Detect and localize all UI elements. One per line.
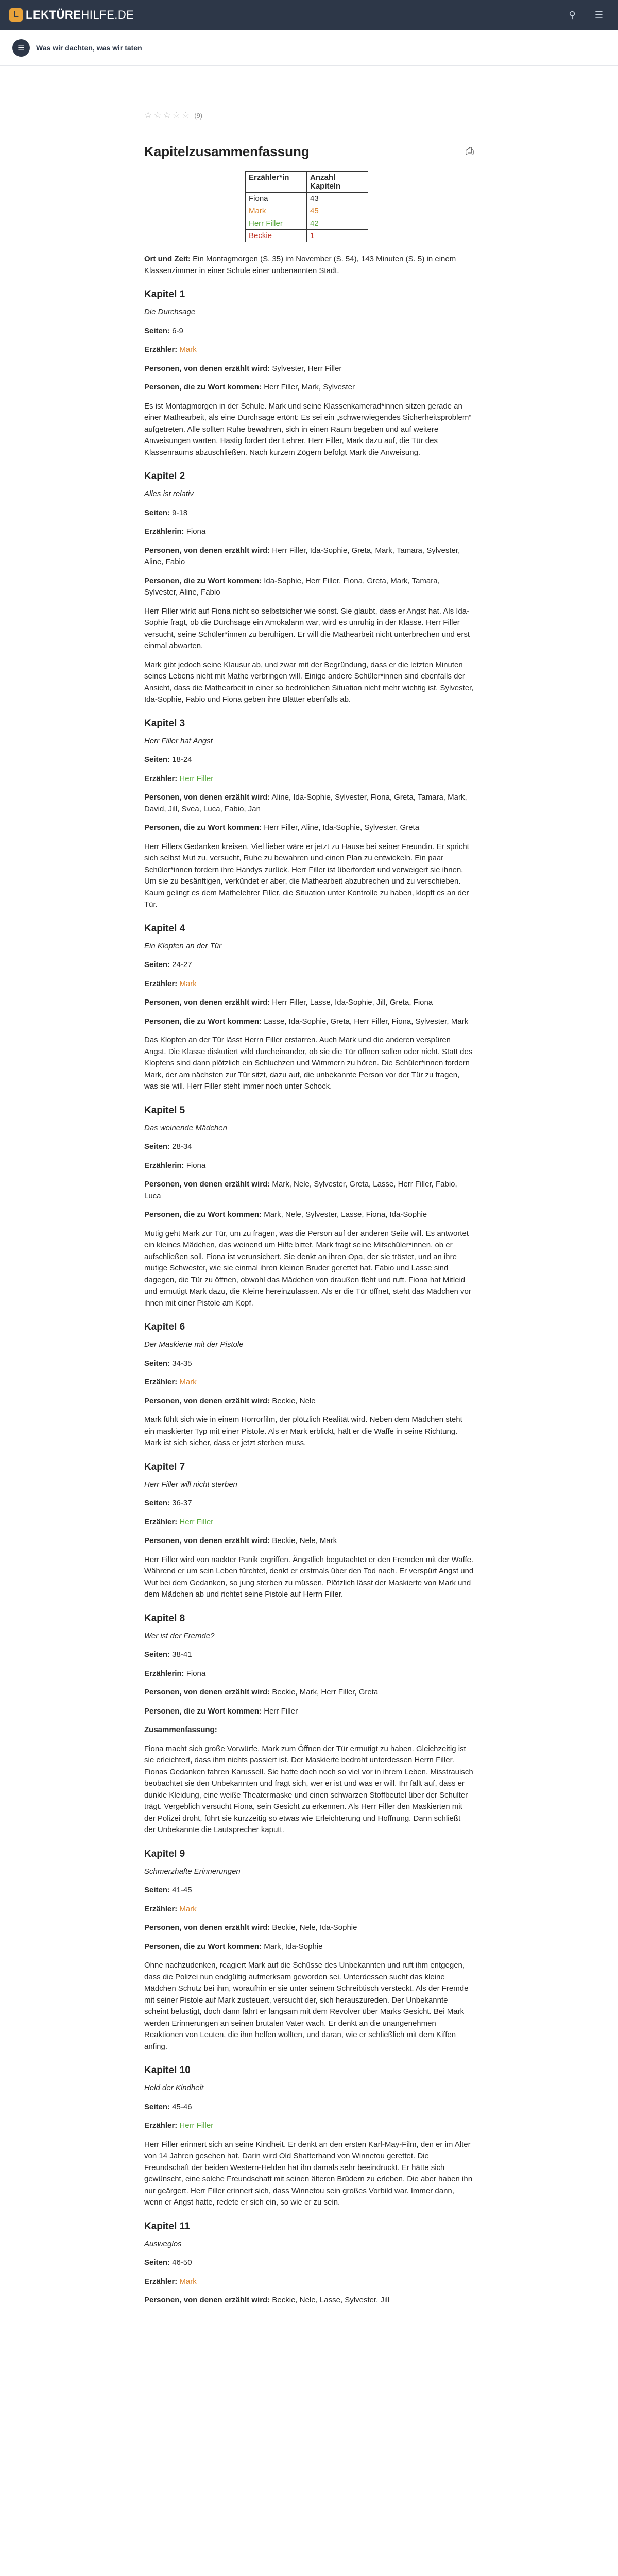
chapter-narrator-value: Mark — [179, 1378, 197, 1386]
chapter-speaking-value: Lasse, Ida-Sophie, Greta, Herr Filler, Fiona, Sylvester, Mark — [262, 1016, 469, 1026]
chapter-speaking-value: Mark, Nele, Sylvester, Lasse, Fiona, Ida-Sophie — [262, 1210, 427, 1219]
chapter-title: Kapitel 5 — [144, 1105, 185, 1116]
chapter-narrator — [144, 344, 474, 356]
chapter-narrator-value: Fiona — [186, 1161, 206, 1170]
chapter-paragraph: Herr Filler erinnert sich an seine Kindheit. Er denkt an den ersten Karl-May-Film, den er im Alter von 14 Jahren gesehen hat. Darin wird Old Shatterhand von Winnetou gerettet. Die Freundschaft der beiden Western-Helden hat ihn damals sehr beeindruckt. Er hätte sich gewünscht, eine solche Freundschaft mit seinen älteren Brüdern zu erleben. Die aber haben ihn nur geärgert. Herr Filler erinnert sich, dass Winnetou sein großes Vorbild war. Immer dann, wenn er Angst hatte, redete er sich ein, so wie er zu sein. — [144, 2140, 473, 2207]
chapter-mentioned-label: Personen, von denen erzählt wird: — [144, 793, 270, 802]
chapter-subtitle: Alles ist relativ — [144, 489, 194, 498]
table-header-count: Anzahl Kapiteln — [307, 172, 368, 193]
table-cell-name: Herr Filler — [246, 217, 307, 230]
chapter-section — [144, 1105, 474, 1310]
chapter-narrator — [144, 773, 474, 785]
table-row — [246, 193, 368, 205]
chapter-speaking-label: Personen, die zu Wort kommen: — [144, 1210, 262, 1219]
chapter-pages-value: 6-9 — [170, 326, 183, 335]
chapter-pages-value: 18-24 — [170, 755, 192, 764]
chapter-title: Kapitel 8 — [144, 1613, 185, 1624]
chapter-pages-label: Seiten: — [144, 1886, 170, 1894]
chapter-speaking-value: Herr Filler, Mark, Sylvester — [262, 383, 355, 392]
chapter-pages — [144, 1885, 474, 1896]
chapter-paragraph: Das Klopfen an der Tür lässt Herrn Filler erstarren. Auch Mark und die anderen verspüren Angst. Die Klasse diskutiert wild durcheinander, ob sie die Tür öffnen sollen oder nicht. Statt des Klopfens sind dann plötzlich ein Schluchzen und Wimmern zu hören. Die Schüler*innen fordern Mark, der am nächsten zur Tür sitzt, dazu auf, die unbekannte Person vor der Tür zu fragen, was sie will. Herr Filler steht immer noch unter Schock. — [144, 1036, 473, 1091]
chapter-pages — [144, 959, 474, 971]
chapter-speaking — [144, 1209, 474, 1221]
chapter-mentioned — [144, 1687, 474, 1699]
chapter-paragraph: Es ist Montagmorgen in der Schule. Mark und seine Klassenkamerad*innen sitzen gerade an einer Mathearbeit, als eine Durchsage ertönt: Es sei ein „schwerwiegendes Sicherheitsproblem“ aufgetreten. Alle sollten Ruhe bewahren, sich in einen Raum begeben und auf weitere Anweisungen warten. Hastig fordert der Lehrer, Herr Filler, Mark dazu auf, die Tür des Klassenraums abzuschließen. Nach kurzem Zögern befolgt Mark die Anweisung. — [144, 401, 472, 457]
chapter-section — [144, 1613, 474, 1836]
chapter-speaking-label: Personen, die zu Wort kommen: — [144, 576, 262, 585]
chapter-mentioned-label: Personen, von denen erzählt wird: — [144, 1536, 270, 1545]
chapter-narrator-label: Erzählerin: — [144, 1161, 184, 1170]
chapter-paragraph: Herr Filler wirkt auf Fiona nicht so selbstsicher wie sonst. Sie glaubt, dass er Angst hat. Als Ida-Sophie fragt, ob die Durchsage ein Amokalarm war, wird es unruhig in der Klasse. Herr Filler versucht, seine Schüler*innen zu beruhigen. Er will die Mathearbeit nicht unterbrechen und erst einmal abwarten. — [144, 606, 470, 650]
chapter-narrator — [144, 526, 474, 538]
chapter-mentioned-label: Personen, von denen erzählt wird: — [144, 1180, 270, 1189]
chapter-mentioned — [144, 1396, 474, 1408]
chapter-speaking-value: Ida-Sophie, Herr Filler, Fiona, Greta, Mark, Tamara, Sylvester, Aline, Fabio — [144, 576, 440, 597]
chapter-pages-label: Seiten: — [144, 1499, 170, 1507]
rating-count: (9) — [194, 111, 203, 120]
chapter-speaking-label: Personen, die zu Wort kommen: — [144, 383, 262, 392]
table-cell-count: 1 — [307, 230, 368, 242]
narrator-table — [245, 171, 368, 242]
table-row — [246, 230, 368, 242]
chapter-pages — [144, 507, 474, 519]
chapter-narrator — [144, 1517, 474, 1529]
chapter-mentioned — [144, 363, 474, 375]
chapter-section — [144, 718, 474, 911]
chapter-title: Kapitel 4 — [144, 923, 185, 934]
table-row — [246, 205, 368, 217]
logo-text-rest: HILFE.DE — [81, 8, 134, 21]
chapter-narrator — [144, 1904, 474, 1916]
chapter-speaking-label: Personen, die zu Wort kommen: — [144, 823, 262, 832]
chapter-speaking-label: Personen, die zu Wort kommen: — [144, 1016, 262, 1026]
table-row — [246, 217, 368, 230]
chapter-narrator-value: Mark — [179, 979, 197, 988]
table-cell-count: 45 — [307, 205, 368, 217]
chapter-mentioned-value: Herr Filler, Ida-Sophie, Greta, Mark, Tamara, Sylvester, Aline, Fabio — [144, 546, 460, 566]
chapter-section — [144, 2065, 474, 2209]
chapter-title: Kapitel 3 — [144, 718, 185, 729]
chapter-section — [144, 471, 474, 706]
table-cell-name: Beckie — [246, 230, 307, 242]
chapter-paragraph: Herr Filler wird von nackter Panik ergriffen. Ängstlich begutachtet er den Fremden mit der Waffe. Während er um sein Leben fürchtet, denkt er erstmals über den Tod nach. Er verspürt Angst und Wut bei dem Gedanken, so jung sterben zu müssen. Plötzlich lässt der Maskierte von Mark und dem Mädchen ab und richtet seine Pistole auf Herrn Filler. — [144, 1555, 474, 1599]
chapter-paragraph: Ohne nachzudenken, reagiert Mark auf die Schüsse des Unbekannten und ruft ihm entgegen, dass die Polizei nun endgültig aufmerksam geworden sei. Unterdessen sucht das kleine Mädchen Schutz bei ihm, woraufhin er sie unter seinem Schreibtisch versteckt. Als der Fremde mit seiner Pistole auf Mark zusteuert, versucht der, sich herauszureden. Der Unbekannte scheint belustigt, doch dann fährt er langsam mit dem Revolver über Marks Gesicht. Bei Mark werden Erinnerungen an seinen brutalen Vater wach. Er denkt an die unangenehmen Reaktionen von Leuten, die ihm helfen wollten, und daran, wie er schließlich mit dem Kiffen anfing. — [144, 1961, 469, 2051]
chapter-paragraph: Mutig geht Mark zur Tür, um zu fragen, was die Person auf der anderen Seite will. Es antwortet ein kleines Mädchen, das weinend um Hilfe bittet. Mark fragt seine Mitschüler*innen, ob er aufschließen soll. Fiona ist verunsichert. Sie denkt an ihren Opa, der sie tröstet, und an ihre mutige Schwester, wie sie einmal ihren kleinen Bruder gerettet hat. Fabio und Lasse sind dagegen, die Tür zu öffnen, obwohl das Mädchen von draußen fleht und ruft. Fiona hat Mitleid und ermutigt Mark dazu, die Kleine hereinzulassen. Als er die Tür öffnet, steht das Mädchen vor ihnen mit einer Pistole am Kopf. — [144, 1229, 471, 1308]
chapter-section — [144, 289, 474, 459]
chapter-pages — [144, 2102, 474, 2113]
star-icon[interactable]: ☆ — [153, 110, 162, 120]
chapter-paragraph: Fiona macht sich große Vorwürfe, Mark zum Öffnen der Tür ermutigt zu haben. Gleichzeitig ist sie erleichtert, dass ihm nichts passiert ist. Der Maskierte bedroht unterdessen Herrn Filler. Fionas Gedanken fahren Karussell. Sie hatte doch noch so viel vor in ihrem Leben. Misstrauisch beobachtet sie den Unbekannten und fragt sich, wer er ist und was er will. Ihr fällt auf, dass er dunkle Kleidung, eine weiße Theatermaske und einen schwarzen Stoffbeutel über der Schulter trägt. Vergeblich versucht Fiona, sein Gesicht zu erkennen. Als Herr Filler den Maskierten mit der Polizei droht, führt sie kurzzeitig so etwas wie Erleichterung und Hoffnung. Dann schließt der Unbekannte die Lautsprecher kaputt. — [144, 1744, 473, 1834]
chapter-narrator — [144, 1668, 474, 1680]
chapter-mentioned — [144, 1179, 474, 1202]
chapter-pages-value: 41-45 — [170, 1886, 192, 1894]
chapter-pages-value: 34-35 — [170, 1359, 192, 1368]
menu-icon[interactable]: ☰ — [594, 9, 604, 20]
chapter-narrator-value: Herr Filler — [179, 1517, 214, 1527]
chapter-subtitle: Ein Klopfen an der Tür — [144, 941, 222, 951]
chapter-pages-value: 38-41 — [170, 1650, 192, 1659]
chapter-mentioned-value: Herr Filler, Lasse, Ida-Sophie, Jill, Greta, Fiona — [270, 998, 433, 1007]
chapter-pages-label: Seiten: — [144, 1142, 170, 1151]
chapter-narrator-value: Herr Filler — [179, 774, 214, 783]
chapter-pages-value: 45-46 — [170, 2102, 192, 2111]
chapter-speaking-label: Personen, die zu Wort kommen: — [144, 1942, 262, 1951]
chapter-mentioned — [144, 545, 474, 568]
chapter-narrator-value: Herr Filler — [179, 2121, 214, 2130]
chapter-pages-label: Seiten: — [144, 2102, 170, 2111]
chapter-speaking — [144, 575, 474, 599]
chapter-title: Kapitel 1 — [144, 289, 185, 300]
chapter-narrator — [144, 2276, 474, 2288]
logo-text-strong: LEKTÜRE — [26, 8, 81, 21]
chapter-narrator-label: Erzähler: — [144, 774, 178, 783]
chapter-subtitle: Schmerzhafte Erinnerungen — [144, 1867, 241, 1876]
chapter-speaking-label: Personen, die zu Wort kommen: — [144, 1706, 262, 1716]
chapter-section — [144, 1849, 474, 2053]
chapter-speaking — [144, 822, 474, 834]
chapter-narrator-label: Erzähler: — [144, 2277, 178, 2286]
chapter-mentioned-value: Beckie, Nele, Lasse, Sylvester, Jill — [270, 2296, 389, 2304]
chapter-narrator-value: Mark — [179, 2277, 197, 2286]
chapter-narrator-label: Erzähler: — [144, 345, 178, 354]
chapter-section — [144, 1321, 474, 1449]
chapter-narrator-label: Erzähler: — [144, 2121, 178, 2130]
table-header-narrator: Erzähler*in — [246, 172, 307, 193]
title-row — [144, 144, 474, 160]
chapter-pages-value: 36-37 — [170, 1499, 192, 1507]
chapter-pages-label: Seiten: — [144, 326, 170, 335]
chapter-speaking — [144, 1941, 474, 1953]
chapter-subtitle: Herr Filler will nicht sterben — [144, 1480, 237, 1489]
chapter-title: Kapitel 2 — [144, 471, 185, 482]
chapter-subtitle: Wer ist der Fremde? — [144, 1631, 215, 1640]
print-icon[interactable]: ⎙ — [466, 146, 474, 157]
logo-mark-icon: L — [9, 8, 23, 22]
site-logo[interactable] — [9, 8, 134, 22]
chapter-pages-label: Seiten: — [144, 1650, 170, 1659]
chapter-mentioned — [144, 1922, 474, 1934]
search-icon[interactable]: ⚲ — [569, 9, 576, 20]
book-title[interactable]: Was wir dachten, was wir taten — [36, 43, 142, 52]
setting-label: Ort und Zeit: — [144, 255, 191, 263]
chapter-narrator-label: Erzähler: — [144, 979, 178, 988]
chapter-mentioned-value: Aline, Ida-Sophie, Sylvester, Fiona, Greta, Tamara, Mark, David, Jill, Svea, Luca, Fabio, Jan — [144, 793, 467, 814]
chapter-mentioned-label: Personen, von denen erzählt wird: — [144, 998, 270, 1007]
chapter-subtitle: Ausweglos — [144, 2239, 182, 2248]
chapter-speaking-value: Mark, Ida-Sophie — [262, 1942, 323, 1951]
chapter-mentioned-label: Personen, von denen erzählt wird: — [144, 1396, 270, 1405]
chapter-pages — [144, 1649, 474, 1661]
chapter-speaking-value: Herr Filler, Aline, Ida-Sophie, Sylvester, Greta — [262, 823, 420, 832]
chapter-paragraph: Mark fühlt sich wie in einem Horrorfilm, der plötzlich Realität wird. Neben dem Mädchen steht ein maskierter Typ mit einer Pistole. Als er Mark erblickt, hält er die Waffe in seine Richtung. Mark ist sich sicher, dass er jetzt sterben muss. — [144, 1415, 462, 1447]
chapter-mentioned — [144, 792, 474, 815]
chapter-mentioned-value: Sylvester, Herr Filler — [270, 364, 342, 373]
star-icon[interactable]: ☆ — [182, 110, 190, 120]
chapter-pages-value: 24-27 — [170, 960, 192, 969]
chapter-narrator-label: Erzählerin: — [144, 527, 184, 536]
chapter-mentioned-value: Beckie, Nele — [270, 1396, 316, 1405]
chapter-narrator-value: Fiona — [186, 527, 206, 536]
table-header-row — [246, 172, 368, 193]
chapter-mentioned — [144, 1535, 474, 1547]
chapter-paragraph: Herr Fillers Gedanken kreisen. Viel lieber wäre er jetzt zu Hause bei seiner Freundin. Er spricht sich selbst Mut zu, versucht, Ruhe zu bewahren und einen Plan zu entwickeln. Ein paar Schüler*innen fordern ihre Handys zurück. Herr Filler ist überfordert und verweigert sie ihnen. Um sie zu besänftigen, verkündet er aber, die Mathearbeit abzubrechen und zu verschieben. Kaum gelingt es dem Mathelehrer Filler, die Situation unter Kontrolle zu haben, klopft es an der Tür. — [144, 842, 469, 909]
chapter-title: Kapitel 9 — [144, 1848, 185, 1859]
chapter-mentioned-label: Personen, von denen erzählt wird: — [144, 364, 270, 373]
setting-paragraph — [144, 253, 474, 277]
top-navigation-bar — [0, 0, 618, 30]
chapter-mentioned-label: Personen, von denen erzählt wird: — [144, 546, 270, 555]
chapter-pages — [144, 326, 474, 337]
chapter-section — [144, 923, 474, 1093]
chapter-mentioned-value: Beckie, Nele, Mark — [270, 1536, 337, 1545]
chapter-pages-label: Seiten: — [144, 755, 170, 764]
logo-text — [26, 8, 134, 22]
chapter-narrator-label: Erzähler: — [144, 1378, 178, 1386]
chapter-pages-value: 46-50 — [170, 2258, 192, 2267]
chapter-narrator-value: Fiona — [186, 1669, 206, 1678]
chapter-narrator-value: Mark — [179, 345, 197, 354]
chapter-speaking — [144, 1016, 474, 1028]
book-subbar — [0, 30, 618, 66]
chapter-list — [144, 289, 474, 2307]
chapter-summary-heading — [144, 1724, 474, 1736]
chapter-narrator-label: Erzählerin: — [144, 1669, 184, 1678]
chapter-narrator-label: Erzähler: — [144, 1904, 178, 1913]
chapter-section — [144, 2221, 474, 2307]
chapter-mentioned-value: Mark, Nele, Sylvester, Greta, Lasse, Herr Filler, Fabio, Luca — [144, 1180, 457, 1200]
chapter-pages-value: 9-18 — [170, 508, 188, 517]
chapter-narrator — [144, 2120, 474, 2132]
chapter-pages-label: Seiten: — [144, 2258, 170, 2267]
chapter-mentioned-label: Personen, von denen erzählt wird: — [144, 1923, 270, 1932]
chapter-mentioned-label: Personen, von denen erzählt wird: — [144, 1688, 270, 1697]
chapter-title: Kapitel 11 — [144, 2221, 190, 2232]
book-menu-icon[interactable]: ☰ — [12, 39, 30, 57]
table-cell-name: Mark — [246, 205, 307, 217]
chapter-mentioned — [144, 2295, 474, 2307]
chapter-title: Kapitel 10 — [144, 2065, 191, 2076]
chapter-section — [144, 1462, 474, 1601]
table-cell-count: 43 — [307, 193, 368, 205]
chapter-title: Kapitel 6 — [144, 1321, 185, 1332]
page-title: Kapitelzusammenfassung — [144, 144, 310, 159]
chapter-summary-label: Zusammenfassung: — [144, 1725, 217, 1734]
table-cell-count: 42 — [307, 217, 368, 230]
star-icon[interactable]: ☆ — [163, 110, 171, 120]
table-cell-name: Fiona — [246, 193, 307, 205]
chapter-subtitle: Der Maskierte mit der Pistole — [144, 1340, 244, 1349]
chapter-narrator — [144, 1377, 474, 1388]
chapter-pages-label: Seiten: — [144, 1359, 170, 1368]
chapter-narrator-label: Erzähler: — [144, 1517, 178, 1527]
chapter-mentioned-value: Beckie, Mark, Herr Filler, Greta — [270, 1688, 379, 1697]
chapter-pages — [144, 1141, 474, 1153]
chapter-subtitle: Das weinende Mädchen — [144, 1123, 227, 1132]
main-content — [144, 66, 474, 2307]
chapter-pages — [144, 2257, 474, 2269]
chapter-pages-label: Seiten: — [144, 508, 170, 517]
chapter-pages-value: 28-34 — [170, 1142, 192, 1151]
star-rating[interactable] — [144, 110, 474, 121]
chapter-mentioned — [144, 997, 474, 1009]
chapter-subtitle: Die Durchsage — [144, 308, 196, 316]
chapter-narrator — [144, 1160, 474, 1172]
chapter-paragraph: Mark gibt jedoch seine Klausur ab, und zwar mit der Begründung, dass er die letzten Minuten seines Lebens nicht mit Mathe verbringen will. Einige andere Schüler*innen sind ebenfalls der Ansicht, dass die Mathearbeit in einer so bedrohlichen Situation nicht mehr wichtig ist. Sylvester, Ida-Sophie, Fabio und Fiona geben ihre Blätter ebenfalls ab. — [144, 660, 474, 704]
star-icon[interactable]: ☆ — [172, 110, 180, 120]
topbar-icons — [562, 6, 609, 24]
star-icon[interactable]: ☆ — [144, 110, 152, 120]
chapter-speaking — [144, 1706, 474, 1718]
chapter-subtitle: Held der Kindheit — [144, 2083, 204, 2092]
chapter-speaking-value: Herr Filler — [262, 1706, 298, 1716]
chapter-subtitle: Herr Filler hat Angst — [144, 736, 213, 745]
chapter-narrator — [144, 978, 474, 990]
setting-text: Ein Montagmorgen (S. 35) im November (S. 54), 143 Minuten (S. 5) in einem Klassenzimmer in einer Schule einer unbenannten Stadt. — [144, 255, 456, 275]
chapter-pages — [144, 1358, 474, 1370]
chapter-mentioned-value: Beckie, Nele, Ida-Sophie — [270, 1923, 357, 1932]
chapter-title: Kapitel 7 — [144, 1461, 185, 1472]
chapter-narrator-value: Mark — [179, 1904, 197, 1913]
chapter-pages — [144, 1498, 474, 1510]
chapter-pages-label: Seiten: — [144, 960, 170, 969]
chapter-pages — [144, 754, 474, 766]
chapter-mentioned-label: Personen, von denen erzählt wird: — [144, 2296, 270, 2304]
chapter-speaking — [144, 382, 474, 394]
